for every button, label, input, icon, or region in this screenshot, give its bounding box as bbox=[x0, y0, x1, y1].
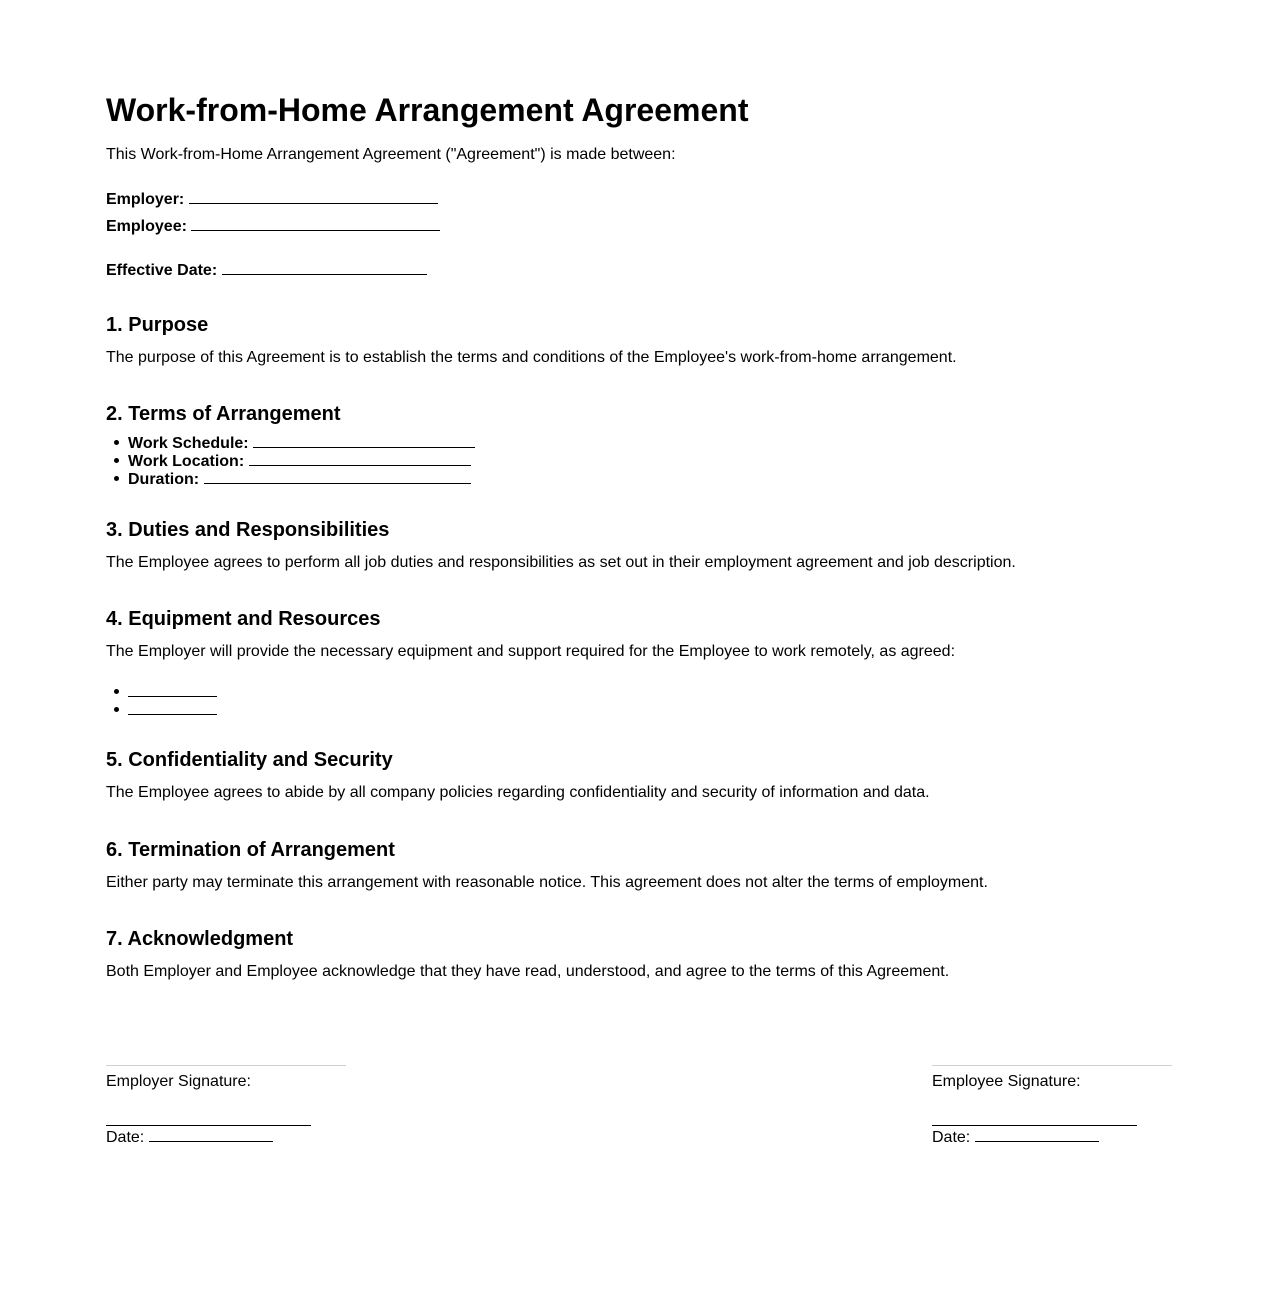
section-body-equipment: The Employer will provide the necessary equipment and support required for the Employee to work remotely, as agreed: bbox=[106, 643, 956, 660]
employee-signature-label: Employee Signature: bbox=[932, 1073, 1081, 1090]
section-body-purpose: The purpose of this Agreement is to establish the terms and conditions of the Employee's work-from-home arrangement. bbox=[106, 349, 957, 366]
employer-field bbox=[106, 189, 438, 209]
signature-divider bbox=[106, 1065, 346, 1066]
effective-date-label: Effective Date: bbox=[106, 262, 218, 279]
employer-signature-label: Employer Signature: bbox=[106, 1073, 251, 1090]
section-heading-duties: 3. Duties and Responsibilities bbox=[106, 519, 390, 541]
section-heading-purpose: 1. Purpose bbox=[106, 314, 209, 336]
employee-label: Employee: bbox=[106, 218, 187, 235]
equipment-blank-1[interactable] bbox=[128, 682, 217, 697]
list-item-equipment-1 bbox=[128, 682, 217, 700]
section-body-confidentiality: The Employee agrees to abide by all company policies regarding confidentiality and security of information and data. bbox=[106, 784, 930, 801]
section-body-duties: The Employee agrees to perform all job duties and responsibilities as set out in their employment agreement and job description. bbox=[106, 554, 1016, 571]
section-heading-acknowledgment: 7. Acknowledgment bbox=[106, 928, 294, 950]
list-item-equipment-2 bbox=[128, 700, 217, 718]
employee-date-blank[interactable] bbox=[975, 1127, 1099, 1142]
employee-signature-line[interactable] bbox=[932, 1125, 1137, 1126]
employer-signature-line[interactable] bbox=[106, 1125, 311, 1126]
section-body-acknowledgment: Both Employer and Employee acknowledge that they have read, understood, and agree to the terms of this Agreement. bbox=[106, 963, 950, 980]
employee-field bbox=[106, 216, 440, 236]
section-heading-equipment: 4. Equipment and Resources bbox=[106, 608, 381, 630]
employer-date-blank[interactable] bbox=[149, 1127, 273, 1142]
section-heading-confidentiality: 5. Confidentiality and Security bbox=[106, 749, 393, 771]
list-item-work-schedule: Work Schedule: bbox=[128, 433, 475, 451]
employee-signature-block bbox=[932, 1065, 1172, 1146]
work-location-blank[interactable] bbox=[249, 451, 471, 466]
list-item-work-location: Work Location: bbox=[128, 451, 475, 469]
employer-signature-block bbox=[106, 1065, 346, 1146]
terms-list bbox=[106, 433, 475, 487]
employee-date-field: Date: bbox=[932, 1127, 1099, 1147]
section-body-termination: Either party may terminate this arrangement with reasonable notice. This agreement does not alter the terms of employment. bbox=[106, 874, 988, 891]
employer-date-field: Date: bbox=[106, 1127, 273, 1147]
document-title: Work-from-Home Arrangement Agreement bbox=[106, 92, 749, 128]
employer-blank[interactable] bbox=[189, 189, 438, 204]
equipment-blank-2[interactable] bbox=[128, 700, 217, 715]
effective-date-field bbox=[106, 260, 427, 280]
employee-blank[interactable] bbox=[191, 216, 440, 231]
intro-text: This Work-from-Home Arrangement Agreement ("Agreement") is made between: bbox=[106, 146, 676, 163]
section-heading-termination: 6. Termination of Arrangement bbox=[106, 839, 395, 861]
duration-blank[interactable] bbox=[204, 469, 471, 484]
effective-date-blank[interactable] bbox=[222, 260, 427, 275]
work-schedule-blank[interactable] bbox=[253, 433, 475, 448]
list-item-duration: Duration: bbox=[128, 469, 475, 487]
employer-label: Employer: bbox=[106, 191, 185, 208]
section-heading-terms: 2. Terms of Arrangement bbox=[106, 403, 341, 425]
signature-divider bbox=[932, 1065, 1172, 1066]
equipment-list bbox=[106, 682, 217, 718]
